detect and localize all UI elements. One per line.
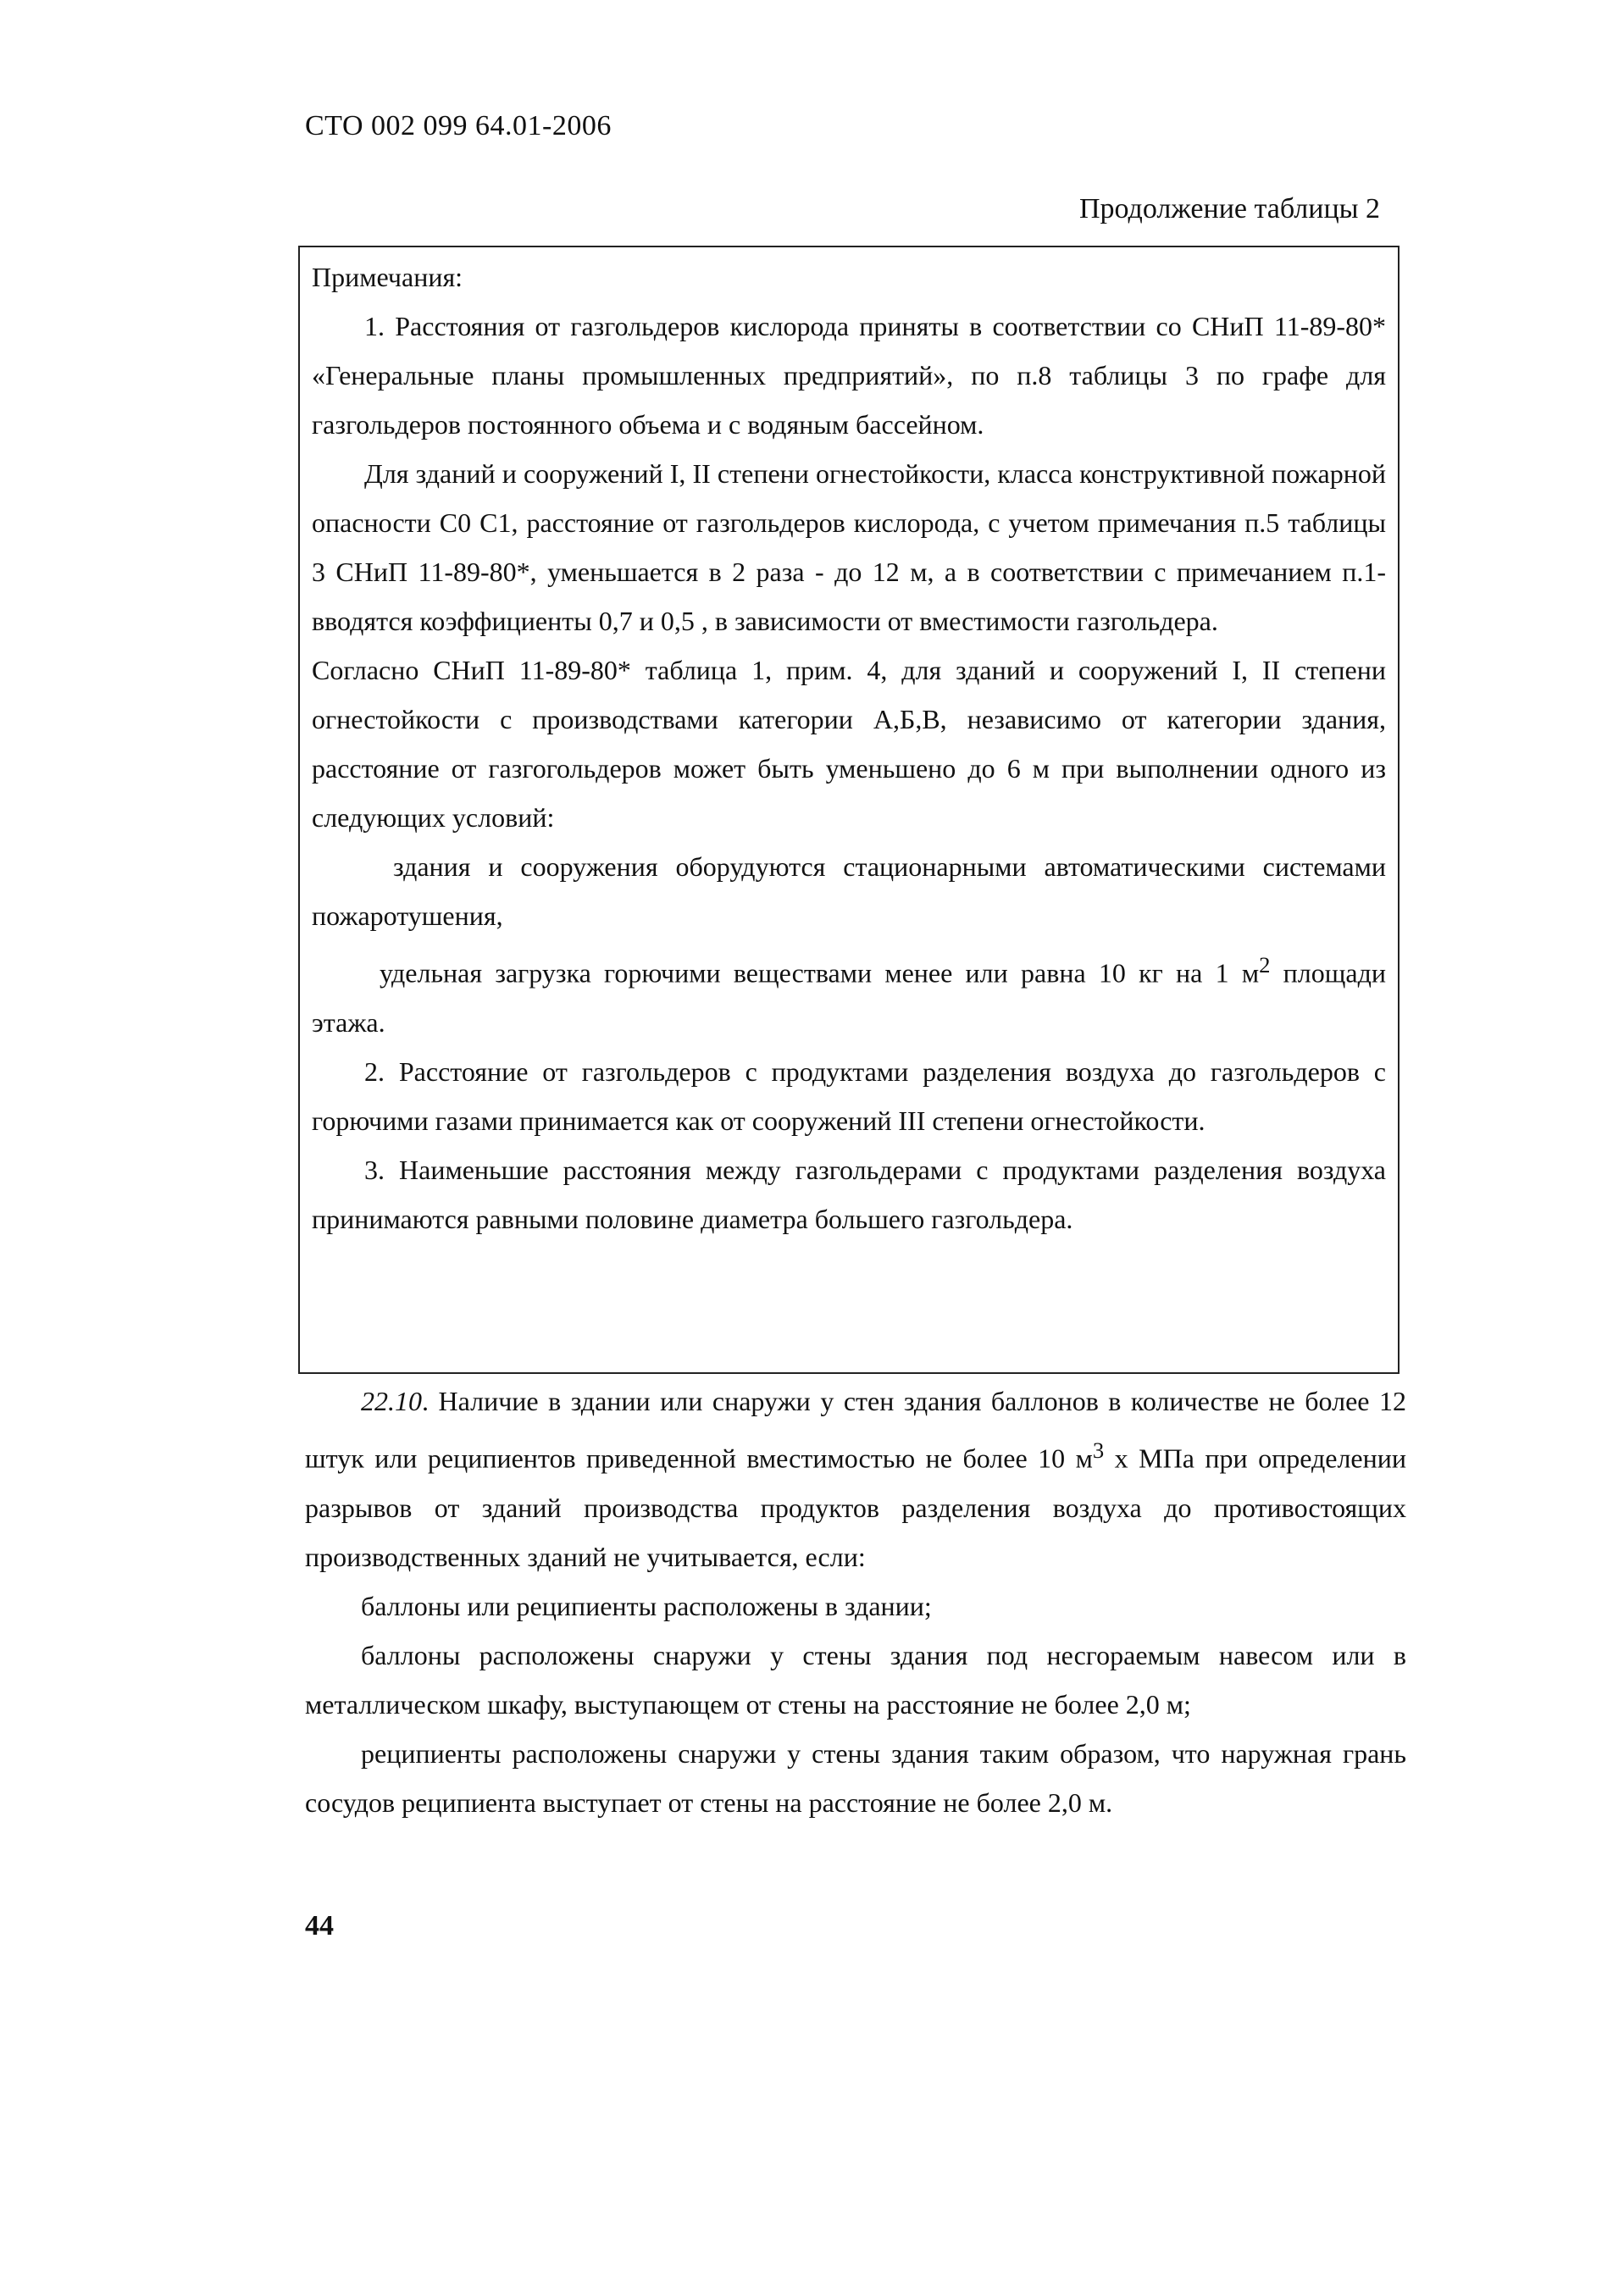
condition-1: баллоны или реципиенты расположены в здании; [361, 1590, 932, 1621]
document-code: СТО 002 099 64.01-2006 [305, 110, 612, 141]
note-1: 1. Расстояния от газгольдеров кислорода приняты в соответствии со СНиП 11-89-80* «Генеральные планы промышленных предприятий», по п.8 таблицы 3 по графе для газгольдеров постоянного объема и с водяным бассейном. [312, 311, 1386, 440]
note-condition-2 [312, 940, 1386, 1047]
condition-2: баллоны расположены снаружи у стены здания под несгораемым навесом или в металлическом шкафу, выступающем от стены на расстояние не более 2,0 м; [305, 1639, 1406, 1720]
superscript: 3 [1092, 1437, 1105, 1463]
table-continuation-label: Продолжение таблицы 2 [1078, 193, 1380, 224]
clause-22-10 [305, 1376, 1406, 1581]
clause-number: 22.10 [361, 1386, 422, 1416]
notes-title: Примечания: [312, 262, 463, 292]
clause-text-tail: х МПа при определении разрывов от зданий производства продуктов разделения воздуха до противостоящих производственных зданий не учитывается, если: [305, 1443, 1407, 1572]
note-condition-1: здания и сооружения оборудуются стационарными автоматическими системами пожаротушения, [312, 851, 1386, 931]
superscript: 2 [1259, 952, 1271, 978]
page-number: 44 [305, 1910, 334, 1941]
notes-table-cell [298, 246, 1400, 1374]
note-condition-2-tail: площади этажа. [312, 957, 1387, 1038]
note-1-detail: Для зданий и сооружений I, II степени огнестойкости, класса конструктивной пожарной опасности С0 С1, расстояние от газгольдеров кислорода, с учетом примечания п.5 таблицы 3 СНиП 11-89-80*, уменьшается в 2 раза - до 12 м, а в соответствии с примечанием п.1- вводятся коэффициенты 0,7 и 0,5 , в зависимости от вместимости газгольдера. [312, 458, 1386, 636]
section-22-10 [305, 1376, 1406, 1827]
note-condition-2-text: удельная загрузка горючими веществами менее или равна 10 кг на 1 м [380, 957, 1260, 989]
note-3: 3. Наименьшие расстояния между газгольдерами с продуктами разделения воздуха принимаются равными половине диаметра большего газгольдера. [312, 1154, 1386, 1234]
condition-3: реципиенты расположены снаружи у стены здания таким образом, что наружная грань сосудов реципиента выступает от стены на расстояние не более 2,0 м. [305, 1737, 1406, 1818]
clause-text: . Наличие в здании или снаружи у стен здания баллонов в количестве не более 12 штук или реципиентов приведенной вместимостью не более 10 м [305, 1386, 1406, 1474]
note-1-snip-reference: Согласно СНиП 11-89-80* таблица 1, прим. 4, для зданий и сооружений I, II степени огнестойкости с производствами категории А,Б,В, независимо от категории здания, расстояние от газгогольдеров может быть уменьшено до 6 м при выполнении одного из следующих условий: [312, 655, 1386, 833]
note-2: 2. Расстояние от газгольдеров с продуктами разделения воздуха до газгольдеров с горючими газами принимается как от сооружений III степени огнестойкости. [312, 1055, 1386, 1136]
